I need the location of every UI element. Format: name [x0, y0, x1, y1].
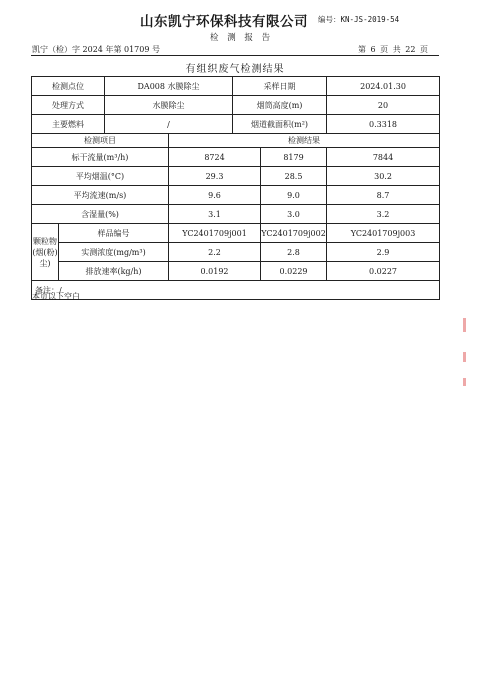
table-row: [32, 224, 440, 243]
report-subtitle: 检 测 报 告: [210, 33, 274, 43]
header-divider: [31, 55, 439, 56]
value-cell: YC2401709j001: [169, 224, 261, 243]
company-name: 山东凯宁环保科技有限公司: [140, 14, 308, 30]
row-label: 标干流量(m³/h): [32, 148, 169, 167]
seal-edge-mark: [463, 352, 466, 362]
table-row: [32, 262, 440, 281]
point-label: 检测点位: [32, 77, 105, 96]
fuel-label: 主要燃料: [32, 115, 105, 134]
row-label: 平均烟温(°C): [32, 167, 169, 186]
date-value: 2024.01.30: [327, 77, 440, 96]
value-cell: 2.8: [261, 243, 327, 262]
fuel-value: /: [105, 115, 233, 134]
document-number: 编号：KN-JS-2019-54: [318, 15, 400, 24]
particulate-group-label: 颗粒物(烟(粉)尘): [32, 224, 59, 281]
value-cell: 2.2: [169, 243, 261, 262]
seal-edge-mark: [463, 318, 466, 332]
value-cell: 28.5: [261, 167, 327, 186]
value-cell: 9.0: [261, 186, 327, 205]
area-value: 0.3318: [327, 115, 440, 134]
value-cell: 3.2: [327, 205, 440, 224]
results-table: [31, 76, 440, 300]
value-cell: YC2401709j002: [261, 224, 327, 243]
table-row: [32, 186, 440, 205]
result-header: 检测结果: [169, 134, 440, 148]
value-cell: 2.9: [327, 243, 440, 262]
value-cell: 3.0: [261, 205, 327, 224]
row-label: 含湿量(%): [32, 205, 169, 224]
value-cell: 0.0192: [169, 262, 261, 281]
results-header-row: [32, 134, 440, 148]
treatment-value: 水膜除尘: [105, 96, 233, 115]
area-label: 烟道截面积(m²): [233, 115, 327, 134]
table-row: [32, 243, 440, 262]
value-cell: YC2401709j003: [327, 224, 440, 243]
info-row-treatment: [32, 96, 440, 115]
report-reference: 凯宁（检）字 2024 年第 01709 号: [32, 45, 160, 54]
info-row-point: [32, 77, 440, 96]
item-header: 检测项目: [32, 134, 169, 148]
value-cell: 0.0229: [261, 262, 327, 281]
row-label: 样品编号: [59, 224, 169, 243]
value-cell: 7844: [327, 148, 440, 167]
remark-row: [32, 281, 440, 300]
row-label: 平均流速(m/s): [32, 186, 169, 205]
row-label: 排放速率(kg/h): [59, 262, 169, 281]
value-cell: 29.3: [169, 167, 261, 186]
table-row: [32, 205, 440, 224]
value-cell: 3.1: [169, 205, 261, 224]
table-row: [32, 148, 440, 167]
table-row: [32, 167, 440, 186]
info-row-fuel: [32, 115, 440, 134]
page-number: 第 6 页 共 22 页: [358, 45, 428, 54]
height-value: 20: [327, 96, 440, 115]
treatment-label: 处理方式: [32, 96, 105, 115]
value-cell: 30.2: [327, 167, 440, 186]
value-cell: 9.6: [169, 186, 261, 205]
blank-note: 本页以下空白: [32, 292, 80, 301]
value-cell: 8179: [261, 148, 327, 167]
value-cell: 8724: [169, 148, 261, 167]
value-cell: 0.0227: [327, 262, 440, 281]
remark: 备注：/: [32, 281, 440, 300]
date-label: 采样日期: [233, 77, 327, 96]
point-value: DA008 水膜除尘: [105, 77, 233, 96]
value-cell: 8.7: [327, 186, 440, 205]
table-title: 有组织废气检测结果: [185, 64, 285, 75]
row-label: 实测浓度(mg/m³): [59, 243, 169, 262]
height-label: 烟筒高度(m): [233, 96, 327, 115]
seal-edge-mark: [463, 378, 466, 386]
